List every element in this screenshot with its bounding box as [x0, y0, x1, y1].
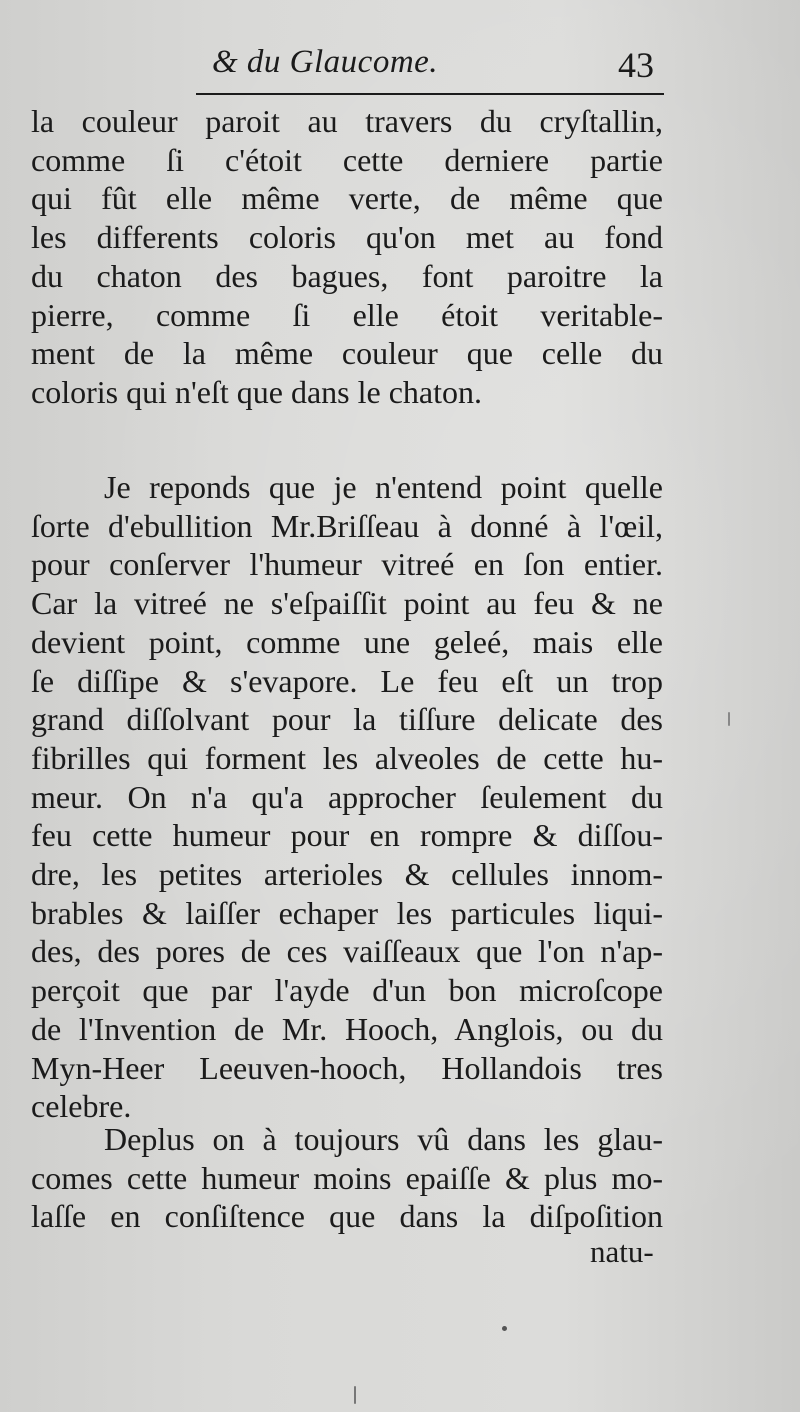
text-line: du chaton des bagues, font paroitre la — [31, 257, 663, 294]
catchword: natu- — [590, 1234, 654, 1269]
header-rule — [196, 93, 664, 95]
paragraph-2 — [31, 468, 663, 1126]
text-line: feu cette humeur pour en rompre & diſſou- — [31, 817, 663, 854]
text-line: des, des pores de ces vaiſſeaux que l'on n'ap- — [31, 933, 663, 970]
text-line: dre, les petites arterioles & cellules innom- — [31, 856, 663, 893]
text-line: comme ſi c'étoit cette derniere partie — [31, 141, 663, 178]
text-line: Deplus on à toujours vû dans les glau- — [104, 1121, 663, 1157]
text-line: celebre. — [31, 1088, 132, 1125]
ink-speck — [728, 712, 730, 726]
text-line: la couleur paroit au travers du cryſtallin, — [31, 103, 663, 139]
ink-speck — [502, 1326, 507, 1331]
text-line: perçoit que par l'ayde d'un bon microſcope — [31, 972, 663, 1009]
text-line: devient point, comme une geleé, mais elle — [31, 623, 663, 660]
text-line: coloris qui n'eſt que dans le chaton. — [31, 373, 482, 410]
text-line: de l'Invention de Mr. Hooch, Anglois, ou du — [31, 1010, 663, 1047]
text-line: Car la vitreé ne s'eſpaiſſit point au feu & ne — [31, 585, 663, 622]
text-line: les differents coloris qu'on met au fond — [31, 219, 663, 256]
text-line: pour conſerver l'humeur vitreé en ſon entier. — [31, 546, 663, 583]
text-line: laſſe en conſiſtence que dans la diſpoſition — [31, 1198, 663, 1235]
text-line: grand diſſolvant pour la tiſſure delicate des — [31, 701, 663, 738]
text-line: ſorte d'ebullition Mr.Briſſeau à donné à l'œil, — [31, 507, 663, 544]
paragraph-1 — [31, 102, 663, 412]
ink-speck — [354, 1386, 356, 1404]
text-line: brables & laiſſer echaper les particules liqui- — [31, 894, 663, 931]
text-line: comes cette humeur moins epaiſſe & plus mo- — [31, 1159, 663, 1196]
page-number: 43 — [618, 45, 654, 85]
text-line: ſe diſſipe & s'evapore. Le feu eſt un trop — [31, 662, 663, 699]
text-line: Myn-Heer Leeuven-hooch, Hollandois tres — [31, 1049, 663, 1086]
text-line: ment de la même couleur que celle du — [31, 335, 663, 372]
text-line: pierre, comme ſi elle étoit veritable- — [31, 296, 663, 333]
text-line: meur. On n'a qu'a approcher ſeulement du — [31, 778, 663, 815]
text-line: fibrilles qui forment les alveoles de cette hu- — [31, 739, 663, 776]
text-line: Je reponds que je n'entend point quelle — [104, 469, 663, 505]
paragraph-3 — [31, 1120, 663, 1236]
text-line: qui fût elle même verte, de même que — [31, 180, 663, 217]
running-head: & du Glaucome. — [212, 44, 439, 80]
